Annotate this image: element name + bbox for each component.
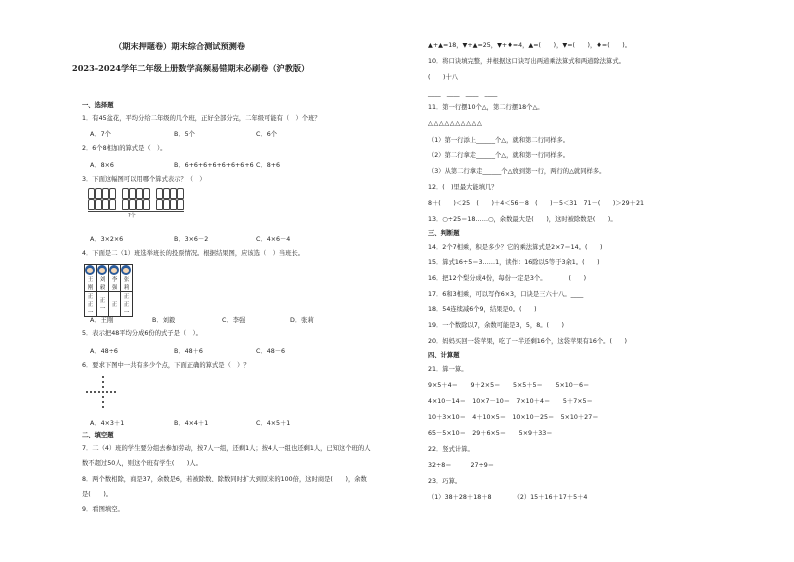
question-4: 4．下面是二（1）班选举班长的投票情况。根据结果图，应该选（ ）当班长。 [82, 250, 305, 257]
q6-option-c: C．4×5＋1 [256, 420, 291, 427]
question-22: 22．竖式计算。 [428, 446, 474, 453]
q6-option-b: B．4×4＋1 [174, 420, 209, 427]
question-6: 6．要求下图中一共有多少个点，下面正确的算式是（ ）？ [82, 362, 250, 369]
q9-equations: ▲+▲=18，▼+▲=25，▼+♦=4，▲=( )，▼=( )，♦=( )。 [428, 42, 632, 49]
q2-option-b: B．6+6+6+6+6+6+6+6 [174, 162, 254, 169]
calc-row-3: 10＋3×10＝ 4＋10×5＝ 10×10－25＝ 5×10＋27＝ [428, 414, 599, 421]
section-judge: 三、判断题 [428, 230, 460, 237]
calc-row-1: 9×5＋4＝ 9＋2×5＝ 5×5＋5＝ 5×10－6＝ [428, 382, 590, 389]
question-18: 18．54连续减6个9，结果是0。( ) [428, 306, 537, 313]
question-10: 10．将口诀填完整，并根据这口诀写出两道乘法算式和两道除法算式。 [428, 58, 625, 65]
q6-dot-figure [86, 376, 126, 416]
paper-title: （期末押题卷）期末综合测试预测卷 [114, 41, 246, 51]
q3-figure-label: ?个 [128, 213, 136, 219]
q10-blanks: ____ ____ ____ ____ [428, 90, 498, 97]
question-3: 3．下面这幅图可以用哪个算式表示？（ ） [82, 176, 206, 183]
avatar [85, 265, 95, 275]
q5-option-a: A．48÷6 [90, 348, 118, 355]
vote-count: 正正一 [121, 292, 133, 317]
question-21: 21．算一算。 [428, 366, 468, 373]
question-20: 20．妈妈买回一袋苹果，吃了一半还剩16个，这袋苹果有16个。( ) [428, 338, 627, 345]
q4-option-a: A．王刚 [90, 317, 114, 324]
question-7-line1: 7．二（4）班的学生要分组去参加劳动，按7人一组，还剩1人；按4人一组也还剩1人，已知这个班的人 [82, 445, 371, 452]
question-12: 12．( )里最大能填几？ [428, 184, 498, 191]
q2-option-a: A．8×6 [90, 162, 114, 169]
q5-option-c: C．48－6 [256, 348, 286, 355]
q3-option-c: C．4×6－4 [256, 236, 291, 243]
question-9: 9．看图填空。 [82, 506, 124, 513]
q4-option-c: C．李强 [222, 317, 246, 324]
question-2: 2．6个8相加的算式是（ ）。 [82, 145, 167, 152]
paper-subtitle: 2023-2024学年二年级上册数学高频易错期末必刷卷（沪教版） [72, 63, 310, 73]
question-11: 11．第一行摆10个△，第二行摆18个△。 [428, 104, 544, 111]
section-calc: 四、计算题 [428, 352, 460, 359]
q11-part1: （1）第一行添上______个△，就和第二行同样多。 [428, 137, 570, 144]
q11-triangles: △△△△△△△△△△ [428, 120, 483, 127]
question-13: 13．○÷25＝18……○，余数最大是( )，这时被除数是( )。 [428, 216, 617, 223]
question-1: 1．有45盆花，平均分给二年级的几个班，正好全部分完，二年级可能有（ ）个班？ [82, 115, 321, 122]
avatar [97, 265, 107, 275]
q6-option-a: A．4×3＋1 [90, 420, 125, 427]
question-7-line2: 数不超过50人，则这个班有学生( )人。 [82, 460, 202, 467]
q22-problems: 32÷8＝ 27÷9＝ [428, 462, 495, 469]
q1-option-a: A．7个 [90, 131, 111, 138]
question-8-line2: 是( )。 [82, 491, 113, 498]
candidate-zhangli: 张莉 [121, 265, 133, 292]
q5-option-b: B．48＋6 [174, 348, 203, 355]
candidate-wanggang: 王刚 [85, 265, 97, 292]
q3-option-a: A．3×2×6 [90, 236, 124, 243]
candidate-liqiang: 李强 [109, 265, 121, 292]
q12-inequalities: 8＋( )＜25 ( )＋4＜56－8 ( )－5＜31 71－( )＞29＋21 [428, 200, 644, 207]
section-fill: 二、填空题 [82, 432, 114, 439]
q3-option-b: B．3×6－2 [174, 236, 209, 243]
q4-option-d: D．张莉 [290, 317, 314, 324]
q10-verse: ( )十八 [428, 74, 459, 81]
question-23: 23．巧算。 [428, 478, 462, 485]
avatar [121, 265, 131, 275]
q23-problems: （1）38＋28＋18＋8 （2）15＋16＋17＋5＋4 [428, 494, 588, 501]
q4-option-b: B．刘毅 [152, 317, 176, 324]
question-17: 17．6和3相乘，可以写作6×3，口诀是三六十八。____ [428, 291, 584, 298]
calc-row-4: 65－5×10＝ 29＋6×5＝ 5×9＋33＝ [428, 430, 553, 437]
q3-figure [88, 188, 238, 222]
q11-part3: （3）从第二行拿走______个△放到第一行，两行的△就同样多。 [428, 168, 606, 175]
q1-option-c: C．6个 [256, 131, 277, 138]
vote-count: 正正一 [85, 292, 97, 317]
vote-count: 正 [109, 292, 121, 317]
q11-part2: （2）第二行拿走______个△，就和第一行同样多。 [428, 152, 570, 159]
q2-option-c: C．8+6 [256, 162, 280, 169]
question-8-line1: 8．两个数相除，商是37，余数是6，若被除数、除数同时扩大到原来的100倍，这时商是( )，余数 [82, 476, 367, 483]
question-19: 19．一个数除以7，余数可能是3，5，8。( ) [428, 322, 564, 329]
question-14: 14．2个7相乘，积是多少？它的乘法算式是2×7＝14。( ) [428, 244, 603, 251]
question-16: 16．把12个梨分成4份，每份一定是3个。 ( ) [428, 275, 587, 282]
question-5: 5．表示把48平均分成6份的式子是（ ）。 [82, 330, 202, 337]
question-15: 15．算式16÷5＝3……1，读作：16除以5等于3余1。( ) [428, 259, 600, 266]
avatar [109, 265, 119, 275]
calc-row-2: 4×10－14＝ 10×7－10＝ 7×10＋4＝ 5＋7×5＝ [428, 398, 593, 405]
section-choice: 一、选择题 [82, 102, 114, 109]
vote-count: 正一 [97, 292, 109, 317]
candidate-liuyi: 刘毅 [97, 265, 109, 292]
vote-table [84, 264, 133, 317]
q1-option-b: B．5个 [174, 131, 195, 138]
